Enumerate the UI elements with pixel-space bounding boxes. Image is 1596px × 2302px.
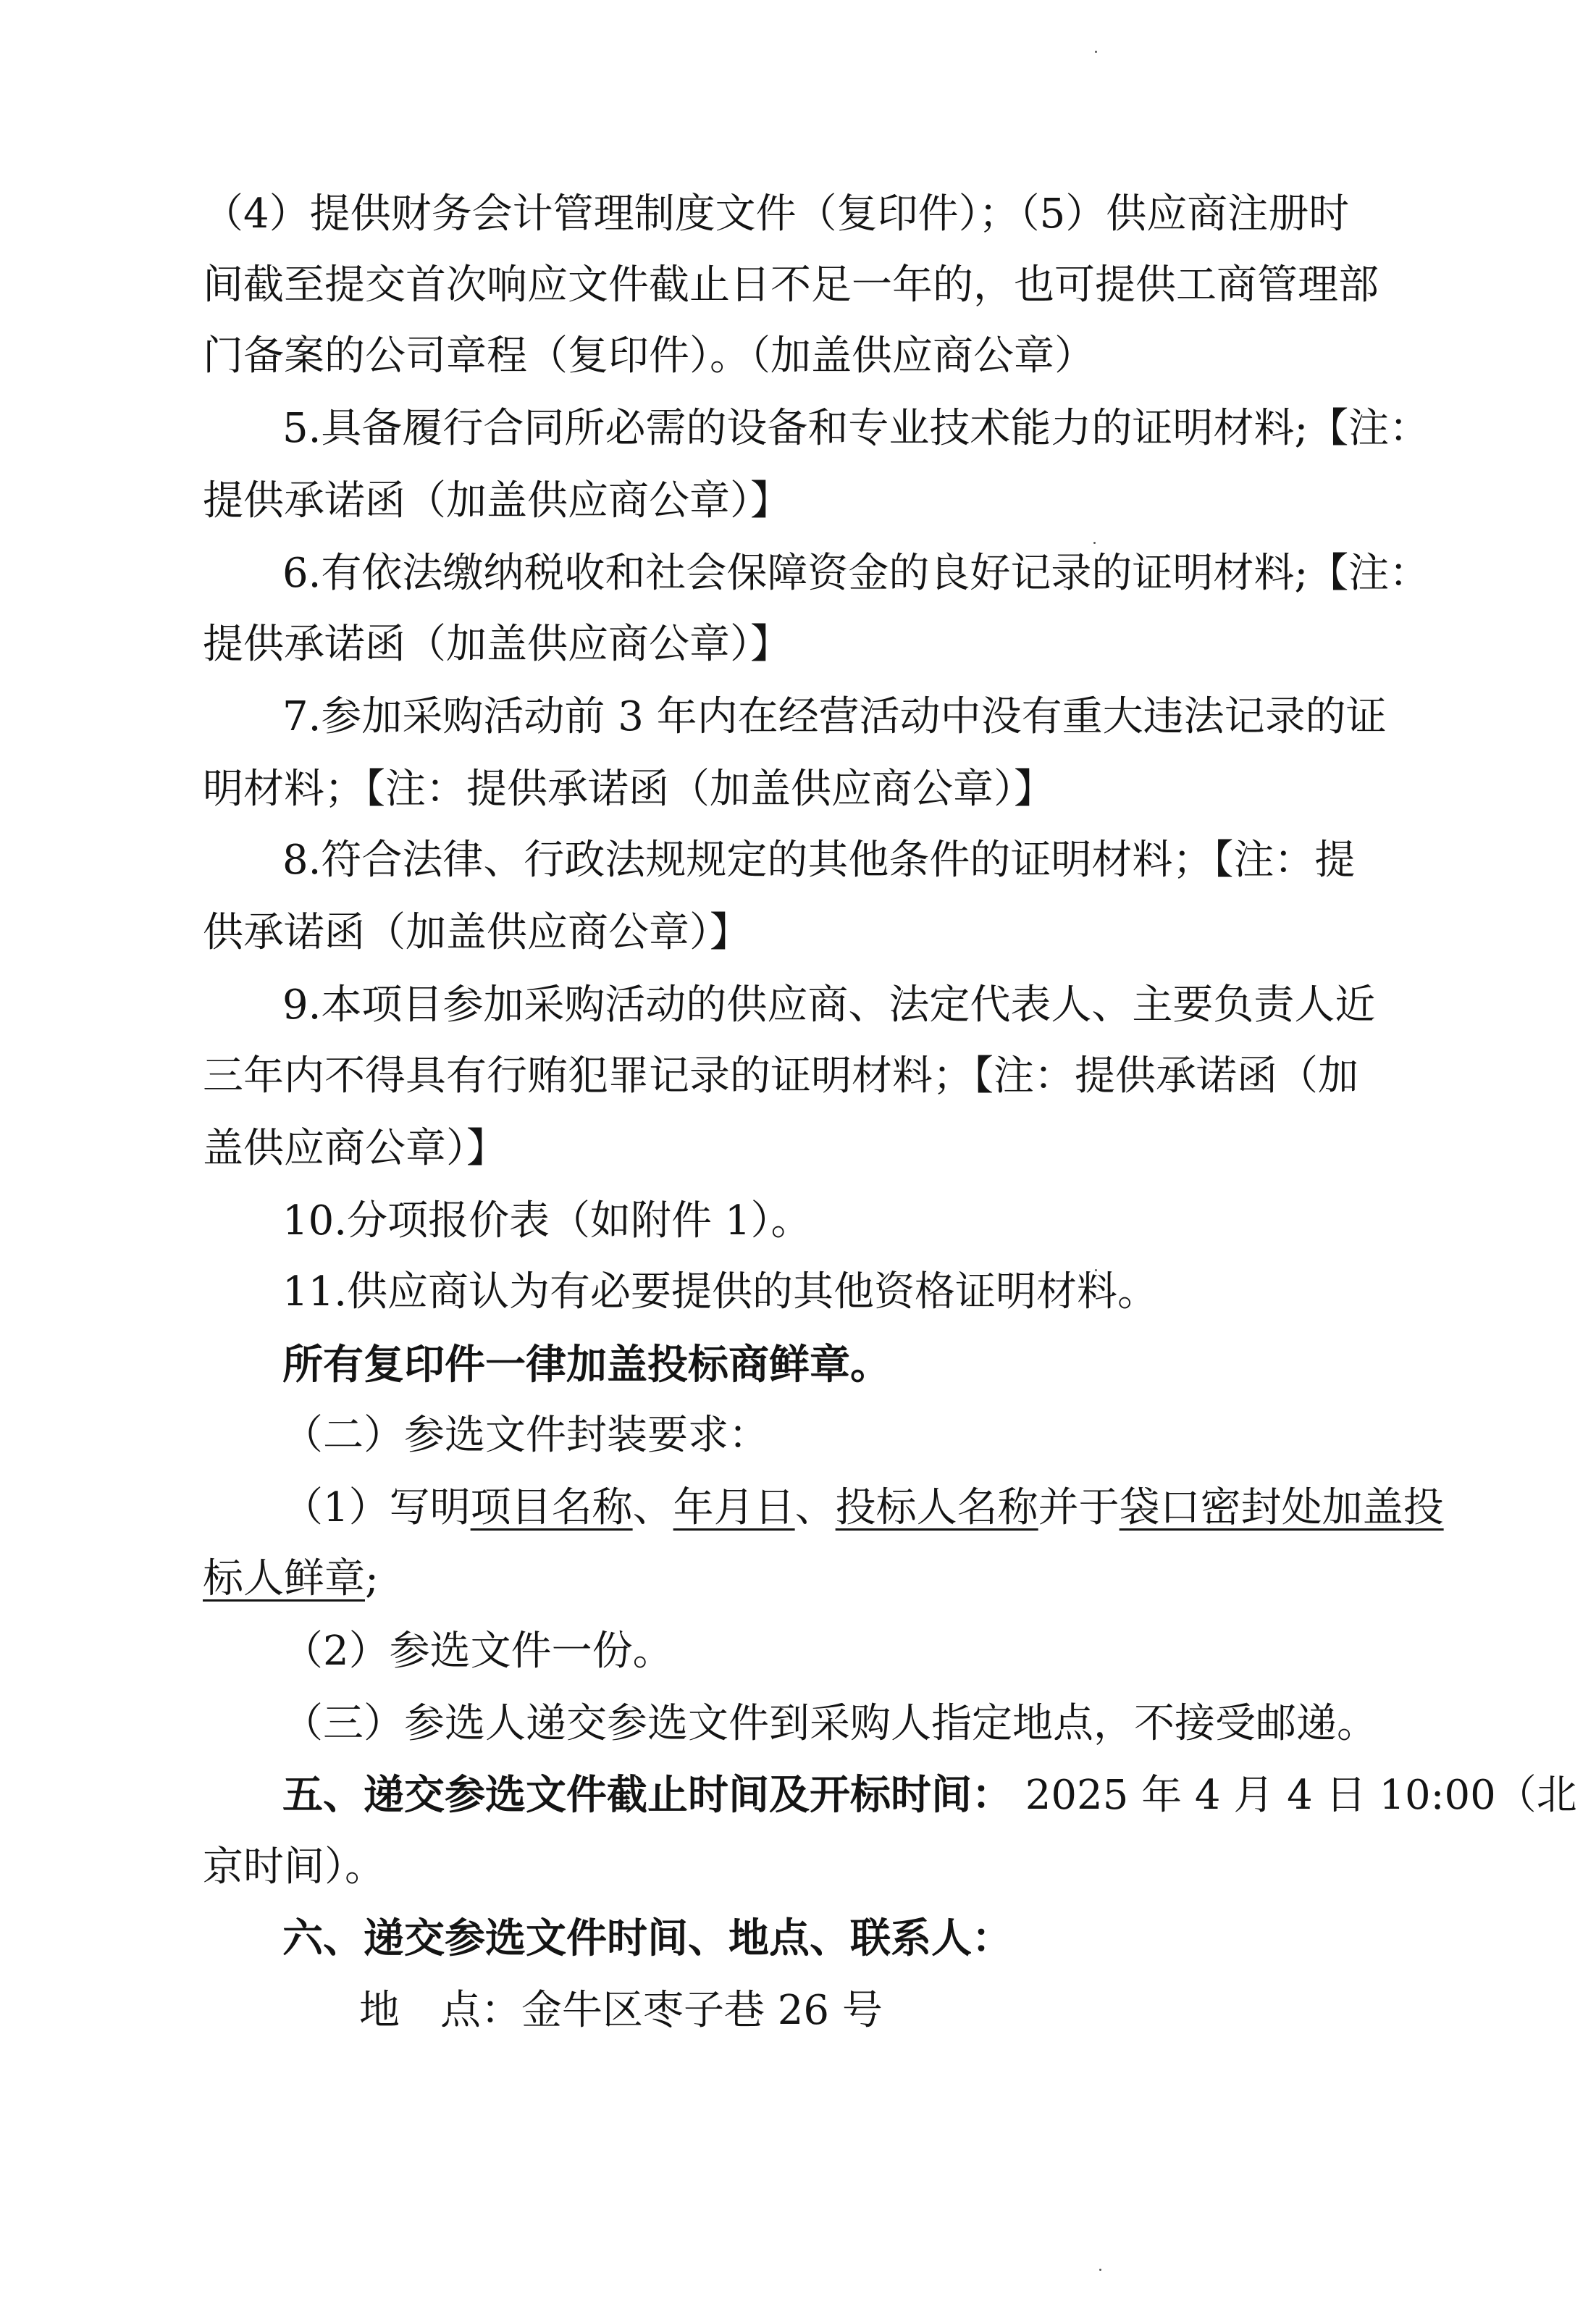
body-line: （2）参选文件一份。 [282,1628,673,1675]
text-run: 、 [632,1484,673,1531]
body-line: 提供承诺函（加盖供应商公章）】 [203,477,791,524]
text-run: （1）写明 [282,1484,471,1531]
body-line: 京时间）。 [203,1843,385,1891]
body-line: 门备案的公司章程（复印件）。（加盖供应商公章） [203,332,1095,380]
section-heading: （二）参选文件封装要求： [282,1412,769,1459]
body-line: 11.供应商认为有必要提供的其他资格证明材料。 [282,1268,1159,1315]
body-line: 三年内不得具有行贿犯罪记录的证明材料；【注：提供承诺函（加 [203,1052,1358,1100]
underlined-text: 标人鲜章 [203,1555,365,1602]
body-line: 盖供应商公章）】 [203,1125,507,1172]
section-heading: 六、递交参选文件时间、地点、联系人： [282,1914,1012,1962]
body-line: 9.本项目参加采购活动的供应商、法定代表人、主要负责人近 [282,982,1376,1029]
body-line: 6.有依法缴纳税收和社会保障资金的良好记录的证明材料;【注： [282,550,1430,597]
deadline-line [0,1772,1596,1819]
underlined-text: 投标人名称 [835,1484,1038,1531]
body-line: 明材料；【注：提供承诺函（加盖供应商公章）】 [203,766,1054,813]
text-run: ; [365,1555,379,1602]
body-line: 10.分项报价表（如附件 1）。 [282,1197,812,1244]
body-line [0,1485,1596,1531]
underlined-text: 项目名称 [470,1484,633,1531]
body-line: 5.具备履行合同所必需的设备和专业技术能力的证明材料;【注： [282,405,1430,452]
scan-speck [1099,2269,1101,2271]
text-run: 、 [794,1484,836,1531]
body-line: （4）提供财务会计管理制度文件（复印件）；（5）供应商注册时 [203,191,1350,238]
scan-speck [1093,542,1096,544]
bold-notice: 所有复印件一律加盖投标商鲜章。 [282,1341,891,1389]
body-line: 提供承诺函（加盖供应商公章）】 [203,621,791,668]
body-line: 间截至提交首次响应文件截止日不足一年的，也可提供工商管理部 [203,261,1379,309]
underlined-text: 袋口密封处加盖投 [1119,1484,1444,1531]
body-line [0,1556,1596,1602]
address-line: 地 点：金牛区枣子巷 26 号 [359,1987,883,2034]
section-heading: 五、递交参选文件截止时间及开标时间： [282,1771,1012,1819]
text-run: 并于 [1038,1484,1120,1531]
underlined-text: 年月日 [673,1484,795,1531]
deadline-value: 2025 年 4 月 4 日 10:00（北 [1012,1772,1577,1819]
body-line: 供承诺函（加盖供应商公章）】 [203,909,750,956]
body-line: 7.参加采购活动前 3 年内在经营活动中没有重大违法记录的证 [282,693,1387,740]
scan-speck [1095,51,1097,53]
body-line: 8.符合法律、行政法规规定的其他条件的证明材料；【注：提 [282,837,1356,884]
body-line: （三）参选人递交参选文件到采购人指定地点，不接受邮递。 [282,1700,1377,1747]
